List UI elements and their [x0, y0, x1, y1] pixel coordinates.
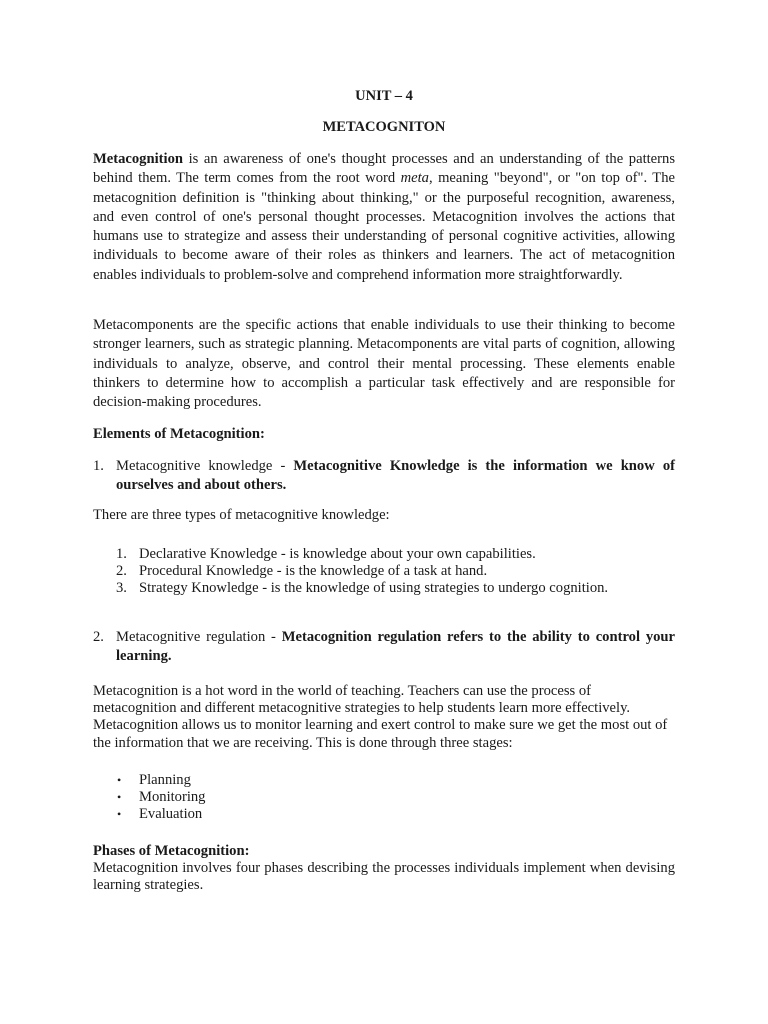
element-definition: Metacognition regulation refers to the ability to control your learning.	[116, 629, 676, 664]
elements-heading: Elements of Metacognition:	[93, 426, 265, 442]
list-text: Procedural Knowledge - is the knowledge of a task at hand.	[139, 563, 488, 579]
list-text: Strategy Knowledge - is the knowledge of using strategies to undergo cognition.	[139, 580, 609, 596]
element-lead: Metacognitive regulation -	[116, 629, 282, 645]
metacomponents-paragraph: Metacomponents are the specific actions that enable individuals to use their thinking to become stronger learners, such as strategic planning. Metacomponents are vital parts of cognition, allowing individuals to analyze, observe, and control their mental processing. These elements enable thinkers to determine how to accomplish a particular task effectively and are responsible for decision-making procedures.	[93, 317, 675, 411]
intro-text-1: is an awareness of one's thought processes and an understanding of the patterns behind them. The term comes from the root word	[93, 151, 675, 187]
page-title: METACOGNITON	[322, 119, 446, 135]
intro-term: Metacognition	[93, 151, 183, 167]
intro-paragraph	[93, 150, 675, 285]
element-definition: Metacognitive Knowledge is the information we know of ourselves and about others.	[116, 458, 675, 493]
list-number: 3.	[116, 580, 127, 596]
list-number: 2.	[116, 563, 127, 579]
list-text: Monitoring	[139, 789, 206, 805]
types-intro: There are three types of metacognitive knowledge:	[93, 507, 390, 523]
bullet-icon: •	[117, 773, 122, 787]
element-item-knowledge	[93, 457, 675, 495]
list-text: Declarative Knowledge - is knowledge about your own capabilities.	[139, 546, 536, 562]
bullet-icon: •	[117, 790, 122, 804]
list-text: Evaluation	[139, 806, 203, 822]
phases-paragraph: Metacognition involves four phases describing the processes individuals implement when devising learning strategies.	[93, 860, 675, 894]
teaching-paragraph: Metacognition is a hot word in the world of teaching. Teachers can use the process of metacognition and different metacognitive strategies to help students learn more effectively. Metacognition allows us to monitor learning and exert control to make sure we get the most out of the information that we are receiving. This is done through three stages:	[93, 683, 668, 751]
element-lead: Metacognitive knowledge -	[116, 458, 294, 474]
list-number: 1.	[116, 546, 127, 562]
list-text: Planning	[139, 772, 191, 788]
phases-heading: Phases of Metacognition:	[93, 843, 250, 859]
intro-text-2: , meaning "beyond", or "on top of". The metacognition definition is "thinking about thinking," or the purposeful recognition, awareness, and even control of one's personal thought processes. Metacognition involves the actions that humans use to strategize and assess their understanding of personal cognitive activities, allowing individuals to become aware of their roles as thinkers and learners. The act of metacognition enables individuals to problem-solve and comprehend information more straightforwardly.	[93, 170, 675, 283]
element-number: 1.	[93, 458, 104, 474]
element-item-regulation	[93, 628, 675, 666]
intro-meta-word: meta	[400, 170, 429, 187]
bullet-icon: •	[117, 807, 122, 821]
unit-heading: UNIT – 4	[355, 88, 413, 104]
element-number: 2.	[93, 629, 104, 645]
